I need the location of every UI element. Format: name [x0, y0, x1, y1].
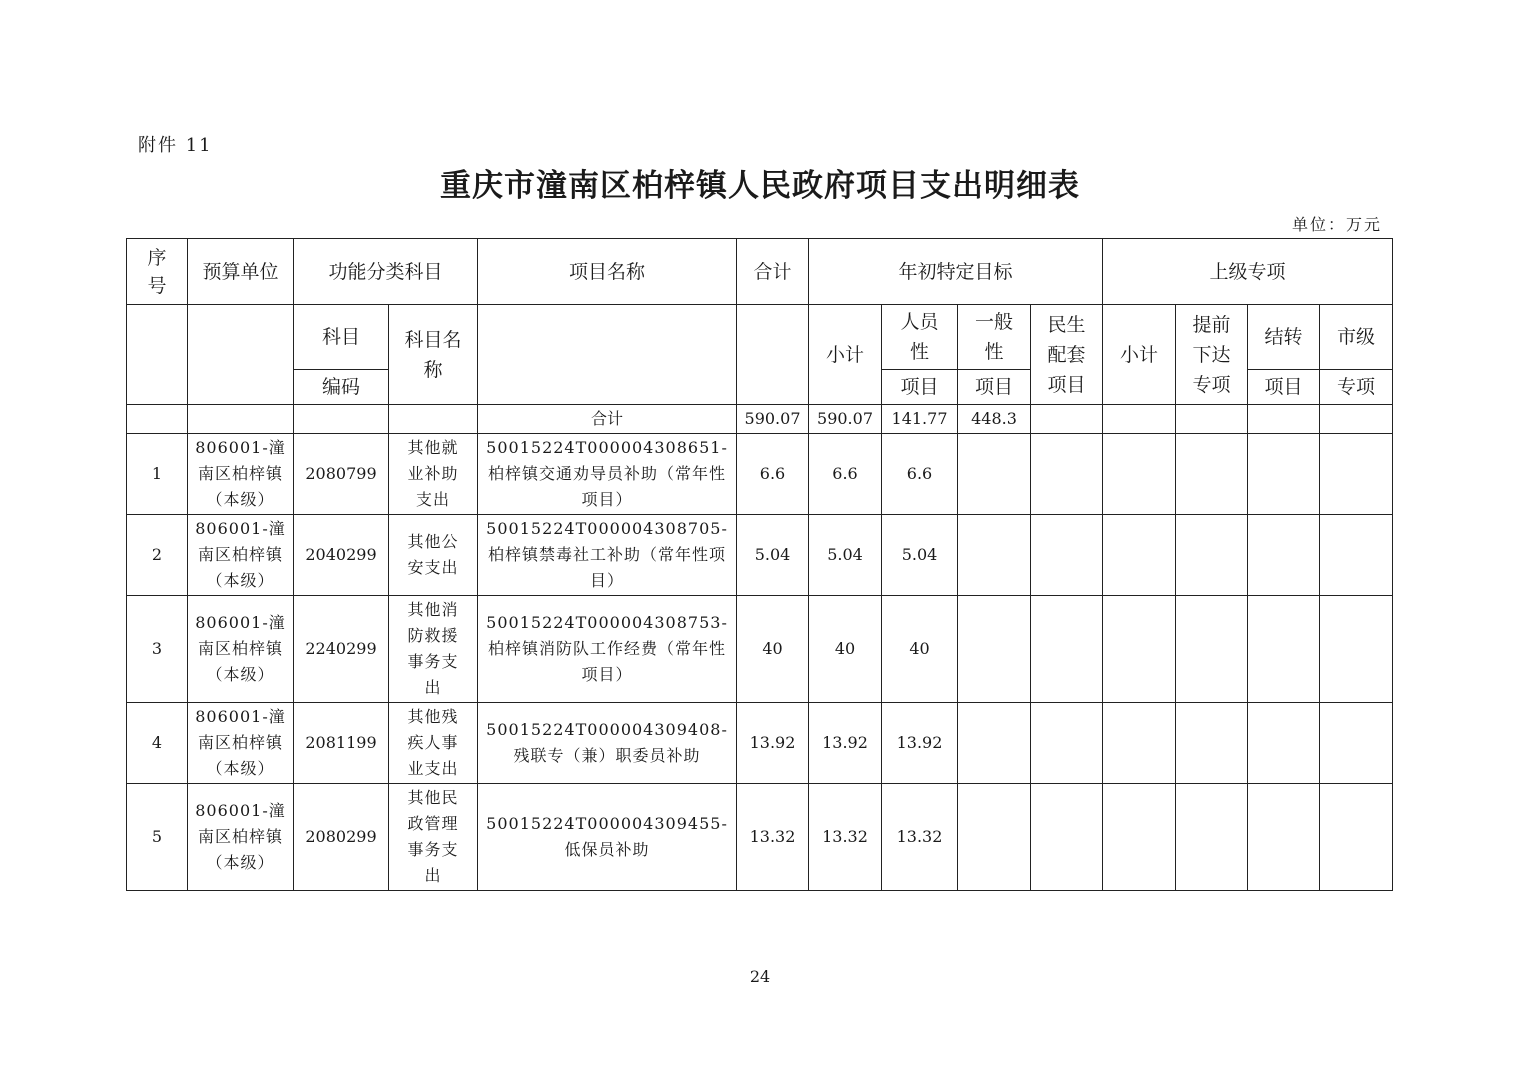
header-row-1: [127, 239, 1393, 305]
cell: [1248, 434, 1320, 515]
row-project: 50015224T000004309408-残联专（兼）职委员补助: [478, 703, 737, 784]
cell: [1103, 596, 1176, 703]
header-project-name: 项目名称: [478, 239, 737, 305]
cell: [1176, 784, 1248, 891]
cell: [1176, 703, 1248, 784]
cell: [958, 515, 1031, 596]
row-subject-name: 其他民政管理事务支出: [389, 784, 478, 891]
cell: [1103, 784, 1176, 891]
header-personnel-item: 项目: [882, 370, 958, 405]
cell: [1176, 515, 1248, 596]
row-subject-name: 其他残疾人事业支出: [389, 703, 478, 784]
header-advance: 提前下达专项: [1176, 305, 1248, 405]
cell: [958, 703, 1031, 784]
row-unit: 806001-潼南区柏梓镇（本级）: [188, 703, 294, 784]
header-subject: 科目: [294, 305, 389, 370]
cell: [1248, 515, 1320, 596]
header-function-subject: 功能分类科目: [294, 239, 478, 305]
cell: [188, 405, 294, 434]
row-subtotal: 5.04: [809, 515, 882, 596]
cell: [958, 434, 1031, 515]
cell: [1103, 703, 1176, 784]
cell: [1031, 703, 1103, 784]
row-personnel: 40: [882, 596, 958, 703]
row-personnel: 6.6: [882, 434, 958, 515]
table-row: [127, 784, 1393, 891]
header-blank: [478, 305, 737, 405]
header-city: 市级: [1320, 305, 1393, 370]
row-personnel: 5.04: [882, 515, 958, 596]
cell: [1320, 515, 1393, 596]
cell: [1031, 405, 1103, 434]
row-total: 13.92: [737, 703, 809, 784]
row-total: 40: [737, 596, 809, 703]
row-seq: 5: [127, 784, 188, 891]
header-livelihood: 民生配套项目: [1031, 305, 1103, 405]
row-total: 13.32: [737, 784, 809, 891]
header-row-2: [127, 305, 1393, 370]
table-row: [127, 596, 1393, 703]
row-subtotal: 6.6: [809, 434, 882, 515]
summary-total: 590.07: [737, 405, 809, 434]
row-code: 2240299: [294, 596, 389, 703]
header-blank: [737, 305, 809, 405]
cell: [1103, 515, 1176, 596]
row-unit: 806001-潼南区柏梓镇（本级）: [188, 784, 294, 891]
header-seq: 序号: [127, 239, 188, 305]
table-row: [127, 434, 1393, 515]
row-subject-name: 其他公安支出: [389, 515, 478, 596]
header-carry-item: 项目: [1248, 370, 1320, 405]
cell: [294, 405, 389, 434]
header-budget-unit: 预算单位: [188, 239, 294, 305]
unit-label: 单位：万元: [1291, 215, 1382, 234]
row-seq: 3: [127, 596, 188, 703]
cell: [1320, 596, 1393, 703]
row-code: 2080799: [294, 434, 389, 515]
expenditure-table: [126, 238, 1393, 891]
cell: [1248, 596, 1320, 703]
cell: [1031, 784, 1103, 891]
cell: [1320, 703, 1393, 784]
row-personnel: 13.92: [882, 703, 958, 784]
cell: [1176, 596, 1248, 703]
row-project: 50015224T000004308753-柏梓镇消防队工作经费（常年性项目）: [478, 596, 737, 703]
row-subtotal: 40: [809, 596, 882, 703]
row-seq: 2: [127, 515, 188, 596]
cell: [1248, 703, 1320, 784]
cell: [1103, 405, 1176, 434]
cell: [389, 405, 478, 434]
page-number: 24: [749, 967, 771, 986]
header-subtotal-annual: 小计: [809, 305, 882, 405]
row-subject-name: 其他消防救援事务支出: [389, 596, 478, 703]
header-personnel: 人员性: [882, 305, 958, 370]
row-project: 50015224T000004309455-低保员补助: [478, 784, 737, 891]
summary-subtotal: 590.07: [809, 405, 882, 434]
cell: [1031, 596, 1103, 703]
document-title: 重庆市潼南区柏梓镇人民政府项目支出明细表: [440, 168, 1080, 204]
row-subject-name: 其他就业补助支出: [389, 434, 478, 515]
cell: [1176, 434, 1248, 515]
cell: [127, 405, 188, 434]
header-city-item: 专项: [1320, 370, 1393, 405]
header-general-item: 项目: [958, 370, 1031, 405]
row-seq: 4: [127, 703, 188, 784]
cell: [1031, 434, 1103, 515]
row-subtotal: 13.92: [809, 703, 882, 784]
cell: [1320, 405, 1393, 434]
table-row: [127, 515, 1393, 596]
row-unit: 806001-潼南区柏梓镇（本级）: [188, 596, 294, 703]
header-code: 编码: [294, 370, 389, 405]
cell: [1176, 405, 1248, 434]
row-project: 50015224T000004308651-柏梓镇交通劝导员补助（常年性项目）: [478, 434, 737, 515]
cell: [1248, 405, 1320, 434]
cell: [1248, 784, 1320, 891]
header-subtotal-upper: 小计: [1103, 305, 1176, 405]
cell: [1320, 434, 1393, 515]
cell: [958, 784, 1031, 891]
cell: [958, 596, 1031, 703]
summary-personnel: 141.77: [882, 405, 958, 434]
header-annual-target: 年初特定目标: [809, 239, 1103, 305]
row-unit: 806001-潼南区柏梓镇（本级）: [188, 515, 294, 596]
cell: [1320, 784, 1393, 891]
row-subtotal: 13.32: [809, 784, 882, 891]
header-general: 一般性: [958, 305, 1031, 370]
summary-label: 合计: [478, 405, 737, 434]
attachment-label: 附件 11: [138, 135, 213, 156]
cell: [1103, 434, 1176, 515]
row-code: 2080299: [294, 784, 389, 891]
row-total: 6.6: [737, 434, 809, 515]
table-row: [127, 703, 1393, 784]
row-total: 5.04: [737, 515, 809, 596]
row-personnel: 13.32: [882, 784, 958, 891]
cell: [1031, 515, 1103, 596]
header-total: 合计: [737, 239, 809, 305]
row-code: 2040299: [294, 515, 389, 596]
row-unit: 806001-潼南区柏梓镇（本级）: [188, 434, 294, 515]
header-blank: [188, 305, 294, 405]
summary-row: [127, 405, 1393, 434]
row-project: 50015224T000004308705-柏梓镇禁毒社工补助（常年性项目）: [478, 515, 737, 596]
row-code: 2081199: [294, 703, 389, 784]
header-carry: 结转: [1248, 305, 1320, 370]
summary-general: 448.3: [958, 405, 1031, 434]
header-upper-special: 上级专项: [1103, 239, 1393, 305]
header-subject-name: 科目名称: [389, 305, 478, 405]
row-seq: 1: [127, 434, 188, 515]
header-blank: [127, 305, 188, 405]
